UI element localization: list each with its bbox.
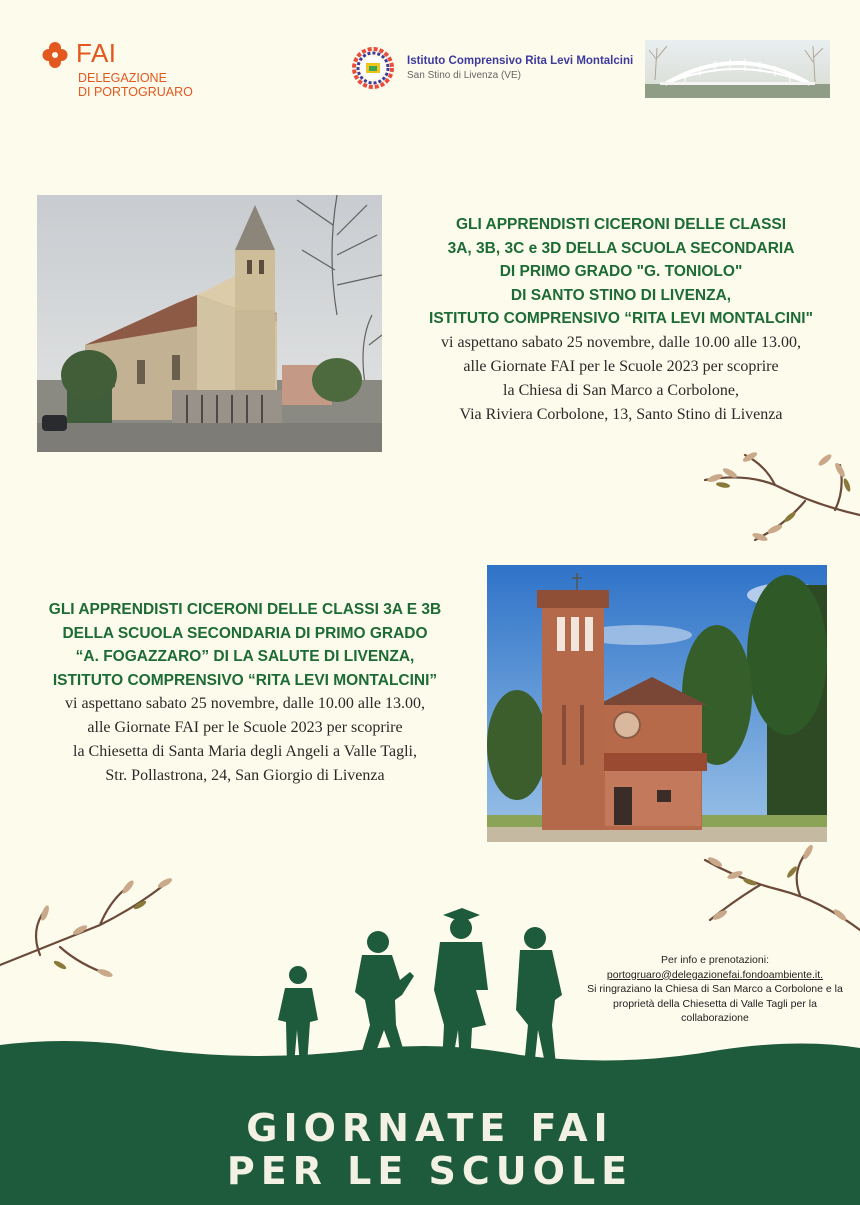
fai-flower-icon <box>40 40 70 70</box>
event2-body-line: vi aspettano sabato 25 novembre, dalle 10.00 alle 13.00, <box>65 695 425 712</box>
event2-body-line: Str. Pollastrona, 24, San Giorgio di Livenza <box>105 767 385 784</box>
event2-heading-line: ISTITUTO COMPRENSIVO “RITA LEVI MONTALCINI” <box>52 671 438 689</box>
event1-heading-line: GLI APPRENDISTI CICERONI DELLE CLASSI <box>455 216 787 233</box>
bridge-photo <box>645 40 830 98</box>
event2-heading-line: DELLA SCUOLA SECONDARIA DI PRIMO GRADO <box>62 624 428 642</box>
footer-title-line2: PER LE SCUOLE <box>226 1149 634 1193</box>
fai-delegation-line1: DELEGAZIONE <box>78 71 167 85</box>
school-gear-icon <box>352 47 394 89</box>
fai-delegation-line2: DI PORTOGRUARO <box>78 85 193 99</box>
event1-heading-line: 3A, 3B, 3C e 3D DELLA SCUOLA SECONDARIA <box>447 239 795 257</box>
event2-block <box>0 598 490 788</box>
event1-heading-line: ISTITUTO COMPRENSIVO “RITA LEVI MONTALCINI" <box>429 310 813 327</box>
event1-heading-line: DI SANTO STINO DI LIVENZA, <box>510 286 732 304</box>
fai-delegation <box>78 71 193 99</box>
event2-body-line: alle Giornate FAI per le Scuole 2023 per scoprire <box>87 719 403 736</box>
church-san-marco-photo <box>37 195 382 452</box>
event1-body-line: alle Giornate FAI per le Scuole 2023 per scoprire <box>463 357 779 375</box>
event2-body-line: la Chiesetta di Santa Maria degli Angeli a Valle Tagli, <box>73 743 417 760</box>
school-location: San Stino di Livenza (VE) <box>407 70 521 81</box>
event1-body-line: Via Riviera Corbolone, 13, Santo Stino di Livenza <box>459 405 783 423</box>
event1-body-line: vi aspettano sabato 25 novembre, dalle 10.00 alle 13.00, <box>441 333 801 351</box>
event1-block <box>382 213 860 427</box>
event2-heading-line: GLI APPRENDISTI CICERONI DELLE CLASSI 3A E 3B <box>48 601 442 618</box>
footer-title-line1: GIORNATE FAI <box>246 1106 614 1150</box>
event2-heading-line: “A. FOGAZZARO” DI LA SALUTE DI LIVENZA, <box>75 648 415 665</box>
school-logo <box>352 45 642 90</box>
info-email-link[interactable]: portogruaro@delegazionefai.fondoambiente.it. <box>606 968 824 981</box>
branch-decoration <box>695 445 860 555</box>
event1-body-line: la Chiesa di San Marco a Corbolone, <box>503 381 739 399</box>
event1-heading-line: DI PRIMO GRADO "G. TONIOLO" <box>499 263 743 280</box>
school-name: Istituto Comprensivo Rita Levi Montalcini <box>407 55 634 67</box>
chiesetta-valle-tagli-photo <box>487 565 827 842</box>
fai-wordmark: FAI <box>76 38 117 68</box>
fai-logo <box>40 40 200 100</box>
info-label: Per info e prenotazioni: <box>661 954 769 966</box>
info-thanks: Si ringraziano la Chiesa di San Marco a Corbolone e la proprietà della Chiesetta di Valle Tagli per la collaborazione <box>587 983 843 1024</box>
